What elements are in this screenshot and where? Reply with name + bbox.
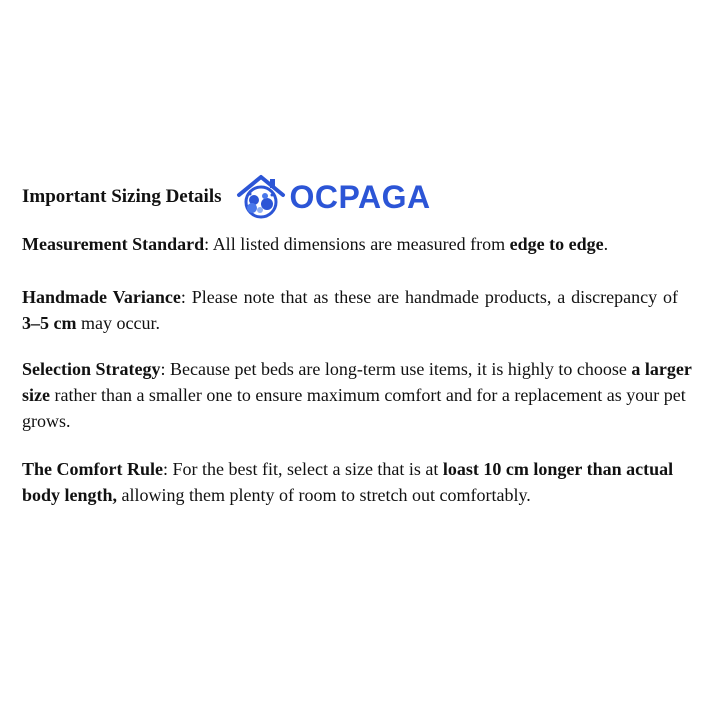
section-text: For the best fit, select a size that is at xyxy=(172,459,443,479)
brand-logo xyxy=(236,174,431,220)
section-text: . xyxy=(603,234,609,254)
handmade-variance-paragraph: Handmade Variance: Please note that as these are handmade products, a discrepancy of 3–5 cm may occur. xyxy=(22,287,678,333)
section-text: may occur. xyxy=(76,313,160,333)
section-emphasis: loast 10 cm longer than actual body length, xyxy=(22,459,674,505)
section-text: Please note that as these are handmade products, a discrepancy of xyxy=(191,287,678,307)
section-label: Measurement Standard xyxy=(22,234,205,254)
house-pets-logo-icon xyxy=(236,174,286,220)
section-label: Handmade Variance xyxy=(22,287,181,307)
section-label: The Comfort Rule xyxy=(22,459,163,479)
section-text: allowing them plenty of room to stretch out comfortably. xyxy=(117,485,531,505)
brand-name: OCPAGA xyxy=(289,179,431,215)
comfort-rule-paragraph: The Comfort Rule: For the best fit, select a size that is at loast 10 cm longer than actual body length, allowing them plenty of room to stretch out comfortably. xyxy=(22,459,674,505)
selection-strategy-paragraph: Selection Strategy: Because pet beds are long-term use items, it is highly to choose a larger size rather than a smaller one to ensure maximum comfort and for a replacement as your pet grows. xyxy=(22,359,692,431)
section-emphasis: 3–5 cm xyxy=(22,313,77,333)
page-title: Important Sizing Details xyxy=(22,186,222,207)
header xyxy=(22,174,431,220)
section-text: rather than a smaller one to ensure maximum comfort and for a replacement as your pet grows. xyxy=(22,385,686,431)
section-emphasis: edge to edge xyxy=(509,234,604,254)
section-text: All listed dimensions are measured from xyxy=(212,234,510,254)
section-text: Because pet beds are long-term use items, it is highly to choose xyxy=(169,359,632,379)
measurement-standard-paragraph: Measurement Standard: All listed dimensions are measured from edge to edge. xyxy=(22,234,609,254)
section-emphasis: a larger size xyxy=(22,359,692,405)
section-label: Selection Strategy xyxy=(22,359,161,379)
